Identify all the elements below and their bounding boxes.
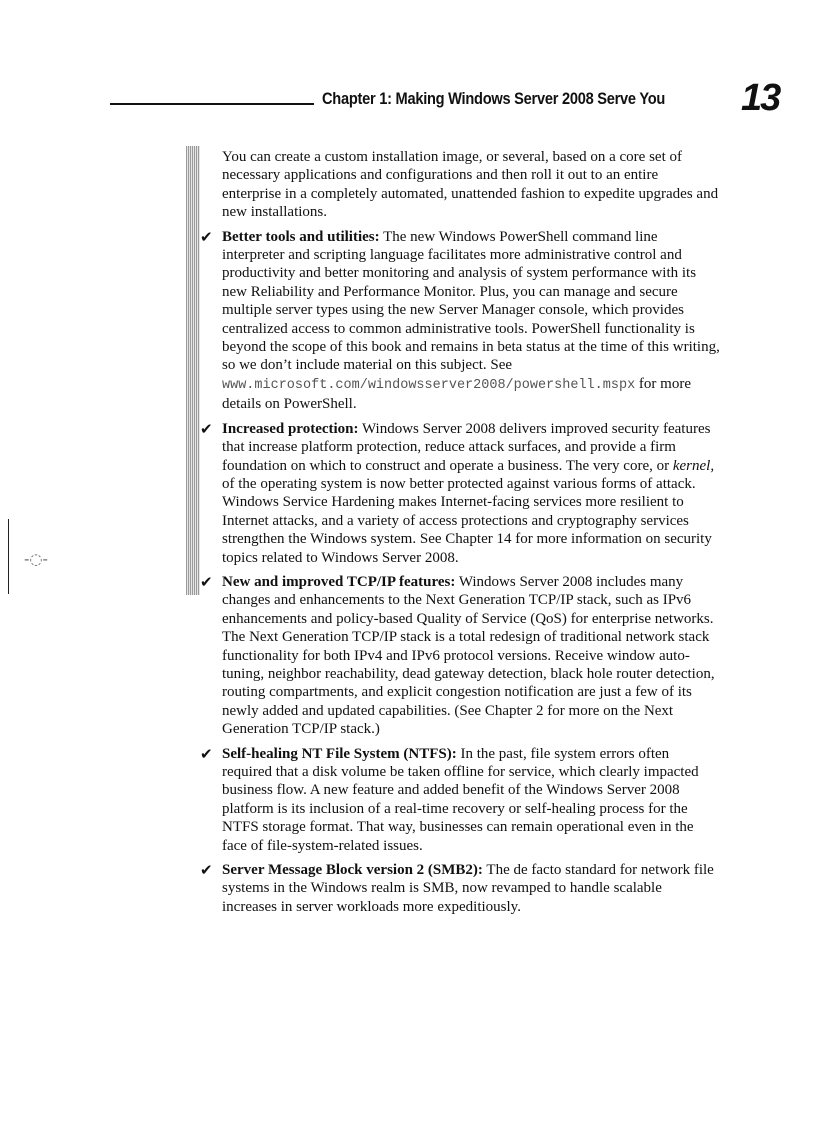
sidebar-shading-bar [186,146,200,595]
bullet-smb [200,861,720,916]
bullet-text: Windows Server 2008 includes many changes and enhancements to the Next Generation TCP/IP stack, such as IPv6 enhancements and policy-based Quality of Service (QoS) for enterprise networks. The Next Generation TCP/IP stack is a total redesign of traditional network stack functionality for both IPv4 and IPv6 protocol versions. Receive window auto-tuning, neighbor reachability, dead gateway detection, black hole router detection, routing compartments, and explicit congestion notification are just a few of its newly added and updated capabilities. (See Chapter 2 for more on the Next Generation TCP/IP stack.) [222,573,715,738]
bullet-text: The de facto standard for network file systems in the Windows realm is SMB, now revamped to handle scalable increases in server workloads more expeditiously. [222,862,714,915]
page-number: 13 [741,77,780,119]
intro-paragraph: You can create a custom installation image, or several, based on a core set of necessary applications and configurations and then roll it out to an entire enterprise in a completely automated, unattended fashion to expedite upgrades and new installations. [222,149,719,221]
bullet-text: In the past, file system errors often required that a disk volume be taken offline for service, which clearly impacted business flow. A new feature and added benefit of the Windows Server 2008 platform is its inclusion of a real-time recovery or self-healing process for the NTFS storage format. That way, businesses can remain operational even in the face of file-system-related issues. [222,745,699,854]
check-bullet-icon: ✔ [200,861,213,880]
bullet-lead: Increased protection: [222,420,359,437]
crop-line-left [8,519,9,594]
kernel-term: kernel, [672,457,715,474]
check-bullet-icon: ✔ [200,227,213,246]
bullet-text: for more details on PowerShell. [222,375,691,413]
bullet-protection [200,419,720,567]
header-rule [110,103,314,105]
bullet-tools [200,227,720,414]
check-bullet-icon: ✔ [200,419,213,438]
bullet-lead: Server Message Block version 2 (SMB2): [222,862,483,879]
chapter-title: Chapter 1: Making Windows Server 2008 Serve You [322,89,666,108]
check-bullet-icon: ✔ [200,744,213,763]
bullet-lead: Self-healing NT File System (NTFS): [222,745,457,762]
bullet-text: The new Windows PowerShell command line interpreter and scripting language facilitates more administrative control and productivity and better monitoring and analysis of system performance with its new Reliability and Performance Monitor. Plus, you can manage and secure multiple server types using the new Server Manager console, which provides centralized access to common administrative tools. PowerShell functionality is beyond the scope of this book and remains in beta status at the time of this writing, so we don’t include material on this subject. See [222,228,720,374]
check-bullet-icon: ✔ [200,572,213,591]
bullet-text: of the operating system is now better protected against various forms of attack. Windows Service Hardening makes Internet-facing services more resilient to Internet attacks, and a variety of access protections and cryptography services strengthen the Windows system. See Chapter 14 for more information on security topics related to Windows Server 2008. [222,475,712,566]
bullet-lead: New and improved TCP/IP features: [222,573,456,590]
powershell-url[interactable]: www.microsoft.com/windowsserver2008/powershell.mspx [222,377,636,393]
bullet-lead: Better tools and utilities: [222,228,380,245]
bullet-tcpip [200,572,720,739]
bullet-text: Windows Server 2008 delivers improved security features that increase platform protection, reduce attack surfaces, and provide a firm foundation on which to construct and operate a business. The very core, or [222,420,711,474]
body-content [200,148,720,922]
bullet-ntfs [200,744,720,855]
registration-mark-icon: -◌- [24,550,48,568]
